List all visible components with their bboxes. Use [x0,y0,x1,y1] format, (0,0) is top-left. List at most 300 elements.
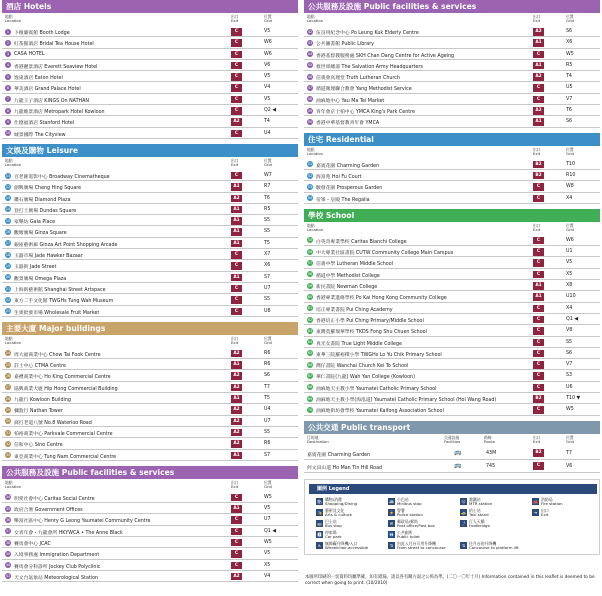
exit-badge: C [533,195,544,203]
list-item [304,170,600,181]
list-item [2,306,298,317]
grid-ref: T4 [264,119,270,125]
exit-badge: A2 [231,195,242,203]
legend-title: 圖例 Legend [309,484,597,494]
list-item [2,427,298,438]
transport-row [304,447,600,460]
exit-badge: A2 [231,573,242,581]
grid-ref: W6 [264,40,272,46]
exit-badge: C [231,251,242,259]
exit-badge: B2 [533,395,544,403]
exit-badge: C [231,51,242,59]
item-name: 窩打老道八號 No.8 Waterloo Road [14,420,92,426]
leisure-list [2,170,298,317]
item-number: 8 [6,108,10,113]
list-item [304,37,600,48]
item-number: 19 [5,263,11,268]
list-item [304,325,600,336]
exit-badge: C [533,462,544,470]
legend-label: 無障礙升降機/入口 Wheelchair-accessible [325,540,369,551]
exit-badge: C [533,327,544,335]
exit-badge: C [533,361,544,369]
legend-box [304,479,600,555]
grid-ref: W5 [566,51,574,57]
item-number: 42 [307,29,313,34]
item-number: 1 [6,29,10,34]
item-number: 2 [6,40,10,45]
right-column [304,0,600,555]
grid-ref: U7 [264,418,271,424]
exit-badge: B2 [533,161,544,169]
legend-item [461,518,490,529]
item-name: 上海街藝術館 Shanghai Street Artspace [14,287,106,293]
exit-badge: C [533,350,544,358]
list-item [304,82,600,93]
grid-ref: X5 [264,562,271,568]
item-number: 70 [307,407,313,412]
exit-badge: C [231,96,242,104]
item-name: 油麻地天主教小學 Yaumatei Catholic Primary School [316,386,437,392]
grid-ref: S6 [264,373,271,379]
grid-ref: W5 [264,494,272,500]
list-item [2,416,298,427]
exit-badge: C [231,73,242,81]
exit-badge: C [231,262,242,270]
hotels-list [2,26,298,139]
item-name: 伍良用紀念中心 Po Leung Kuk Elderly Centre [316,31,419,36]
item-name: 中大專業社區書院 CUTW Community College Main Campus [316,251,454,257]
legend-icon: ⇅ [461,542,466,548]
exit-badge: C [231,550,242,558]
legend-item [461,540,519,551]
exit-badge: C [231,84,242,92]
item-name: 登打士廣場 Dundas Square [14,208,77,214]
grid-ref: T5 [264,240,270,246]
grid-ref: T7 [264,384,270,390]
item-name: 百老匯電影中心 Broadway Cinematheque [14,174,110,180]
list-item [2,60,298,71]
exit-badge: C [533,339,544,347]
item-number: 36 [5,517,11,522]
grid-ref: U7 [264,517,271,523]
item-number: 60 [307,294,313,299]
item-name: 華仁書院(九龍) Wah Yan College (Kowloon) [316,375,415,381]
list-item [304,291,600,302]
item-name: 嘉賓花園 Charming Garden [316,163,380,169]
exit-badge: A1 [231,395,242,403]
item-name: 彌敦行 Nathan Tower [14,409,63,415]
exit-badge: C [231,130,242,138]
exit-badge: A1 [231,240,242,248]
grid-ref: V7 [566,96,573,102]
transport-list [304,447,600,473]
grid-ref: X6 [264,263,271,269]
item-number: 14 [5,207,11,212]
grid-ref: X6 [566,40,573,46]
exit-badge: A1 [231,361,242,369]
exit-badge: A1 [231,274,242,282]
item-name: 油麻地街坊會學校 Yaumatei Kaifong Association School [316,409,444,415]
grid-ref: X8 [566,283,573,289]
item-number: 50 [307,119,313,124]
item-name: 卜維廉賓館 Booth Lodge [14,31,70,36]
list-item [304,337,600,348]
exit-badge: A1 [231,217,242,225]
grid-ref: T6 [566,108,572,114]
item-number: 57 [307,261,313,266]
exit-badge: C [231,308,242,316]
list-item [304,257,600,268]
exit-badge: C [533,259,544,267]
legend-icon: 🚒 [533,498,538,504]
list-item [304,71,600,82]
grid-ref: U4 [264,130,271,136]
exit-badge: A2 [231,440,242,448]
exit-badge: C [533,183,544,191]
list-item [2,260,298,271]
exit-badge: C [231,62,242,70]
bus-icon: 🚌 [454,461,462,469]
list-item [304,393,600,404]
grid-ref: S6 [566,119,573,125]
item-number: 30 [5,419,11,424]
list-item [2,249,298,260]
item-number: 55 [307,238,313,243]
exit-badge: C [231,516,242,524]
list-item [304,49,600,60]
destination-col-label: 目的地 Destination [307,434,329,445]
legend-item [461,507,489,518]
grid-ref: R6 [264,441,271,447]
item-name: 協興商業大廈 Hip Hong Commercial Building [14,386,118,392]
item-name: 東灣莫羅瑞華學校 TKDS Fong Shu Chuen School [316,330,427,336]
list-item [304,193,600,204]
grid-ref: T6 [264,195,270,201]
legend-icon: 🚐 [389,498,394,504]
list-item [2,94,298,105]
grid-ref: V5 [566,260,573,266]
list-item [2,37,298,48]
item-name: 真光女書院 True Light Middle College [316,341,402,347]
legend-item [389,540,446,551]
item-number: 3 [6,52,10,57]
item-number: 56 [307,249,313,254]
item-name: 樂富社區中心 Henry G Leong Yaumatei Community Centre [14,519,151,525]
legend-icon: ⤴ [461,520,466,526]
item-name: 香港麗景酒店 Everett Seaview Hotel [14,64,98,70]
location-col-label: 地點 Location [307,222,324,233]
exit-badge: A1 [533,62,544,70]
legend-icon: 🚻 [389,531,394,537]
item-number: 22 [5,297,11,302]
list-item [2,226,298,237]
list-item [304,359,600,370]
residential-list [304,159,600,204]
legend-item [316,496,358,507]
exit-badge: A2 [533,28,544,36]
item-name: 紅茶館酒店 Bridal Tea House Hotel [14,42,94,48]
item-number: 15 [5,218,11,223]
grid-ref: R5 [264,206,271,212]
item-name: 柏裕商業中心 Parkvale Commercial Centre [14,431,113,437]
item-name: 明愛社會中心 Caritas Social Centre [14,496,95,502]
legend-item [533,507,549,518]
exit-badge: C [533,316,544,324]
grid-col-label: 位置 Grid [264,335,272,346]
destination: 嘉賓花園 Charming Garden [307,452,371,458]
list-item [2,272,298,283]
list-item [2,294,298,305]
exit-col-label: 出口 Exit [533,146,541,157]
item-number: 34 [5,495,11,500]
grid-ref: V6 [566,463,573,469]
grid-ref: Q2 ◀ [264,108,277,114]
list-item [2,382,298,393]
item-number: 6 [6,86,10,91]
exit-badge: C [533,372,544,380]
grid-ref: X5 [566,271,573,277]
grid-col-label: 位置 Grid [264,479,272,490]
legend-icon: 🎭 [317,509,322,515]
exit-badge: B2 [533,172,544,180]
list-item [2,526,298,537]
list-item [2,548,298,559]
item-number: 4 [6,63,10,68]
exit-badge: A1 [533,118,544,126]
item-number: 27 [5,385,11,390]
grid-ref: U5 [566,85,573,91]
item-number: 52 [307,173,313,178]
exit-badge: C [231,39,242,47]
exit-col-label: 出口 Exit [533,14,541,24]
column-header [2,479,298,492]
list-item [2,82,298,93]
item-name: 東亞商業中心 Tung Nam Commercial Centre [14,454,117,460]
exit-badge: C [533,96,544,104]
exit-badge: C [533,384,544,392]
item-number: 64 [307,340,313,345]
legend-label: 往月台的升降機 Concourse to platform lift [469,540,519,551]
item-name: 香港中華基督教青年會 YMCA [316,121,380,127]
item-name: 帝峯・皇殿 The Regalia [316,197,370,203]
grid-ref: W5 [264,539,272,545]
item-name: 政府合署 Government Offices [14,508,83,514]
item-number: 51 [307,162,313,167]
grid-ref: W6 [566,237,574,243]
item-name: 新民書院 Newman College [316,285,378,291]
item-name: 銀座藝術廊 Ginza Art Point Shopping Arcade [14,242,118,248]
public-facilities-list-left [2,492,298,582]
legend-label: 警署 Police station [397,507,423,518]
item-number: 20 [5,275,11,280]
item-name: 九龍王子酒店 KINGS On NATHAN [14,98,89,104]
item-name: 九龍維景酒店 Metropark Hotel Kowloon [14,110,105,116]
item-number: 45 [307,63,313,68]
grid-col-label: 位置 Grid [264,157,272,168]
list-item [304,105,600,116]
exit-badge: A2 [231,418,242,426]
item-name: 香港基督教服務處 SKH Chan Dang Centre for Active Ageing [316,53,455,59]
list-item [2,393,298,404]
item-number: 38 [5,540,11,545]
grid-ref: T5 [264,396,270,402]
legend-icon: Ⓜ [461,498,466,504]
item-number: 63 [307,328,313,333]
item-number: 39 [5,551,11,556]
column-header [304,222,600,235]
exit-badge: C [533,305,544,313]
legend-item [533,496,563,507]
route-number: 745 [486,463,496,469]
left-column [2,0,298,582]
list-item [304,404,600,415]
item-number: 41 [5,574,11,579]
transport-column-header [304,434,600,447]
item-name: CASA HOTEL [14,51,45,57]
list-item [2,450,298,461]
list-item [2,503,298,514]
grid-ref: V7 [566,362,573,368]
list-item [304,159,600,170]
grid-ref: V6 [264,62,271,68]
public-facilities-header-right: 公共服務及設施 Public facilities & services [304,0,600,13]
item-name: 培正專業書院 Pui Ching Academy [316,307,393,313]
legend-label: 購物/消費 Shopping/Dining [325,496,358,507]
exit-badge: A2 [533,107,544,115]
list-item [2,359,298,370]
grid-ref: T7 [566,450,572,456]
item-number: 67 [307,374,313,379]
exit-badge: A2 [231,350,242,358]
grid-ref: V5 [264,29,271,34]
grid-ref: R5 [566,62,573,68]
exit-badge: C [533,51,544,59]
item-name: 入境事務處 Immigration Department [14,553,100,559]
column-header [304,146,600,159]
legend-icon: 🚌 [317,520,322,526]
legend-icon: ✉ [389,520,394,526]
grid-ref: Q1 ◀ [566,316,579,322]
exit-badge: C [231,172,242,180]
item-name: 玉器市場 Jade Hawker Bazaar [14,254,83,260]
grid-ref: U8 [264,308,271,314]
item-number: 43 [307,40,313,45]
list-item [304,246,600,257]
list-item [304,269,600,280]
item-name: 女青年會・九龍會所 HKYWCA • The Anne Black [14,530,123,536]
item-number: 31 [5,430,11,435]
legend-item [461,496,493,507]
hotels-header: 酒店 Hotels [2,0,298,13]
school-header: 學校 School [304,209,600,222]
item-number: 26 [5,374,11,379]
item-name: 創興廣場 Cheng Hing Square [14,186,82,192]
item-name: 九龍行 Kowloon Building [14,398,71,404]
exit-badge: A2 [231,372,242,380]
item-number: 10 [5,131,11,136]
item-name: 東華三院羅裕積小學 TWGHs Lo Yu Chik Primary School [316,352,442,358]
legend-icon: ⇅ [389,542,394,548]
legend-icon: 🛍 [316,498,323,504]
grid-ref: V5 [264,551,271,557]
grid-ref: S6 [566,350,573,356]
legend-item [389,518,435,529]
grid-col-label: 位置 Grid [566,14,574,24]
item-name: 天文台氣象站 Meteorological Station [14,575,99,581]
exit-badge: A1 [533,282,544,290]
item-name: 觀景廣場 Omega Plaza [14,276,67,282]
item-number: 47 [307,86,313,91]
legend-label: 出口 Exit [541,507,549,518]
exit-badge: A2 [231,406,242,414]
list-item [2,49,298,60]
item-name: 家樂坊 Gala Place [14,220,56,226]
item-name: 玉器街 Jade Street [14,265,57,271]
item-number: 18 [5,252,11,257]
grid-ref: R10 [566,172,576,178]
item-number: 17 [5,241,11,246]
exit-badge: C [231,28,242,36]
exit-badge: C [231,539,242,547]
list-item [304,26,600,37]
grid-ref: V5 [264,506,271,512]
item-number: 29 [5,407,11,412]
item-name: 信義中學 Lutheran Middle School [316,262,393,268]
exit-badge: A1 [533,39,544,47]
legend-label: 小巴站 Minibus stop [397,496,422,507]
grid-ref: U4 [264,407,271,413]
exit-badge: B2 [533,449,544,457]
item-number: 32 [5,441,11,446]
item-number: 53 [307,184,313,189]
item-name: 生果批發市場 Wholesale Fruit Market [14,310,100,316]
list-item [2,438,298,449]
grid-ref: T10 ▼ [566,396,581,402]
exit-badge: C [231,285,242,293]
item-name: 賽馬會中心 JCAC [14,541,51,547]
list-item [304,181,600,192]
buildings-list [2,348,298,461]
bus-icon: 🚌 [454,448,462,456]
grid-ref: W6 [264,51,272,57]
item-name: 鑽石廣場 Diamond Plaza [14,197,71,203]
grid-ref: U10 [566,294,576,300]
exit-badge: C [231,494,242,502]
item-name: 周大福商業中心 Chow Tai Fook Centre [14,352,101,358]
legend-icon: 🅿 [317,531,322,537]
column-header [2,157,298,170]
item-name: 觀塘廣場 Ginza Square [14,231,67,237]
legend-label: 的士站 Taxi stand [469,507,489,518]
legend-label: 巴士站 Bus stop [325,518,342,529]
item-name: 華美酒店 Grand Palace Hotel [14,87,81,93]
location-col-label: 地點 Location [5,335,22,346]
legend-icon: 🚕 [461,509,466,515]
item-number: 46 [307,74,313,79]
item-number: 25 [5,362,11,367]
destination: 何文田山道 Ho Man Tin Hill Road [307,465,383,471]
grid-col-label: 位置 Grid [566,434,574,445]
legend-item [317,529,342,540]
exit-badge: C [533,84,544,92]
grid-ref: S7 [264,452,271,458]
item-name: 賽馬會分科診所 Jockey Club Polyclinic [14,564,101,570]
list-item [2,238,298,249]
grid-ref: V5 [264,74,271,80]
item-number: 48 [307,97,313,102]
exit-badge: A1 [533,293,544,301]
item-number: 16 [5,230,11,235]
